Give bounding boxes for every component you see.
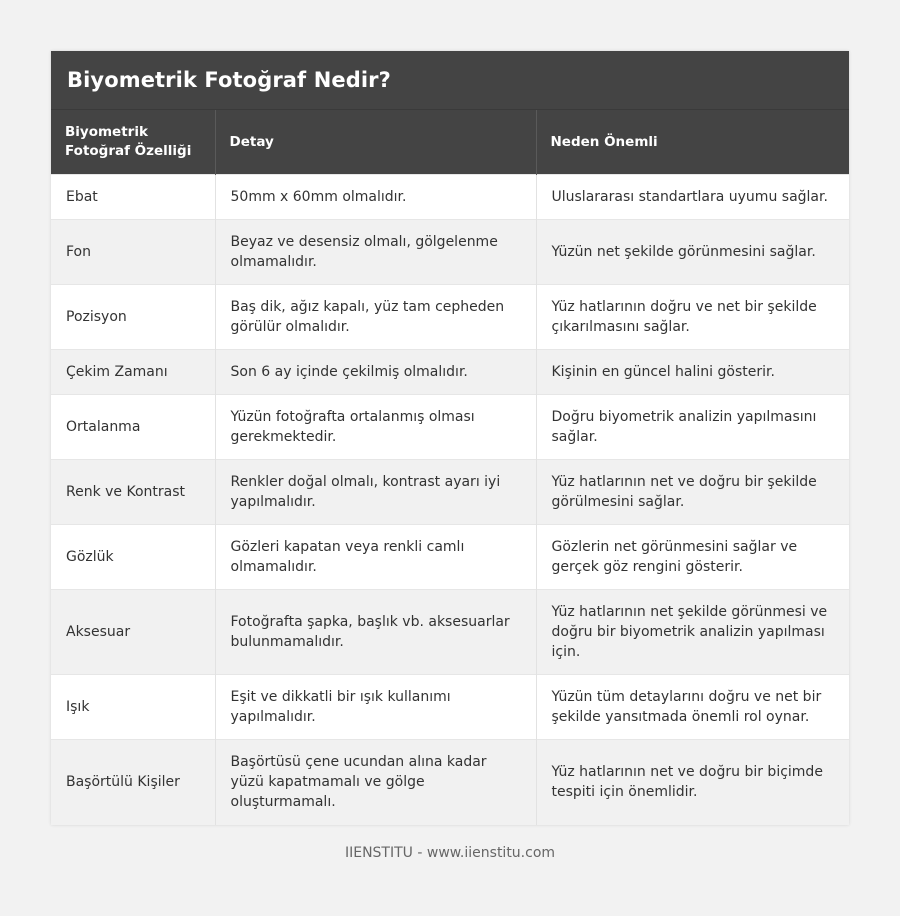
header-detay: Detay bbox=[215, 110, 536, 175]
table-row bbox=[51, 395, 849, 460]
cell-detay: Beyaz ve desensiz olmalı, gölgelenme olmamalıdır. bbox=[215, 220, 536, 285]
table-row bbox=[51, 675, 849, 740]
cell-ozellik: Çekim Zamanı bbox=[51, 350, 215, 395]
cell-detay: Fotoğrafta şapka, başlık vb. aksesuarlar bulunmamalıdır. bbox=[215, 590, 536, 675]
biometric-table bbox=[51, 110, 849, 825]
cell-ozellik: Ebat bbox=[51, 175, 215, 220]
cell-neden: Yüz hatlarının net şekilde görünmesi ve doğru bir biyometrik analizin yapılması için. bbox=[536, 590, 849, 675]
cell-ozellik: Gözlük bbox=[51, 525, 215, 590]
table-row bbox=[51, 460, 849, 525]
cell-detay: Gözleri kapatan veya renkli camlı olmamalıdır. bbox=[215, 525, 536, 590]
table-row bbox=[51, 740, 849, 825]
cell-neden: Yüzün net şekilde görünmesini sağlar. bbox=[536, 220, 849, 285]
cell-detay: Eşit ve dikkatli bir ışık kullanımı yapılmalıdır. bbox=[215, 675, 536, 740]
cell-ozellik: Ortalanma bbox=[51, 395, 215, 460]
cell-neden: Yüz hatlarının net ve doğru bir şekilde görülmesini sağlar. bbox=[536, 460, 849, 525]
cell-detay: Başörtüsü çene ucundan alına kadar yüzü kapatmamalı ve gölge oluşturmamalı. bbox=[215, 740, 536, 825]
table-row bbox=[51, 590, 849, 675]
cell-neden: Yüzün tüm detaylarını doğru ve net bir şekilde yansıtmada önemli rol oynar. bbox=[536, 675, 849, 740]
cell-detay: Son 6 ay içinde çekilmiş olmalıdır. bbox=[215, 350, 536, 395]
cell-detay: Renkler doğal olmalı, kontrast ayarı iyi yapılmalıdır. bbox=[215, 460, 536, 525]
cell-neden: Gözlerin net görünmesini sağlar ve gerçek göz rengini gösterir. bbox=[536, 525, 849, 590]
cell-ozellik: Aksesuar bbox=[51, 590, 215, 675]
cell-ozellik: Pozisyon bbox=[51, 285, 215, 350]
table-row bbox=[51, 285, 849, 350]
title-bar bbox=[51, 51, 849, 110]
info-table-card bbox=[51, 51, 849, 825]
cell-neden: Yüz hatlarının doğru ve net bir şekilde çıkarılmasını sağlar. bbox=[536, 285, 849, 350]
cell-ozellik: Fon bbox=[51, 220, 215, 285]
cell-neden: Uluslararası standartlara uyumu sağlar. bbox=[536, 175, 849, 220]
table-row bbox=[51, 175, 849, 220]
header-row bbox=[51, 110, 849, 175]
footer-credit: IIENSTITU - www.iienstitu.com bbox=[344, 845, 556, 861]
cell-detay: Yüzün fotoğrafta ortalanmış olması gerekmektedir. bbox=[215, 395, 536, 460]
cell-detay: Baş dik, ağız kapalı, yüz tam cepheden görülür olmalıdır. bbox=[215, 285, 536, 350]
cell-ozellik: Başörtülü Kişiler bbox=[51, 740, 215, 825]
header-ozellik: Biyometrik Fotoğraf Özelliği bbox=[51, 110, 215, 175]
cell-ozellik: Renk ve Kontrast bbox=[51, 460, 215, 525]
table-title: Biyometrik Fotoğraf Nedir? bbox=[67, 68, 391, 92]
cell-neden: Yüz hatlarının net ve doğru bir biçimde tespiti için önemlidir. bbox=[536, 740, 849, 825]
cell-neden: Doğru biyometrik analizin yapılmasını sağlar. bbox=[536, 395, 849, 460]
cell-neden: Kişinin en güncel halini gösterir. bbox=[536, 350, 849, 395]
cell-detay: 50mm x 60mm olmalıdır. bbox=[215, 175, 536, 220]
cell-ozellik: Işık bbox=[51, 675, 215, 740]
table-row bbox=[51, 220, 849, 285]
table-row bbox=[51, 350, 849, 395]
table-row bbox=[51, 525, 849, 590]
header-neden: Neden Önemli bbox=[536, 110, 849, 175]
